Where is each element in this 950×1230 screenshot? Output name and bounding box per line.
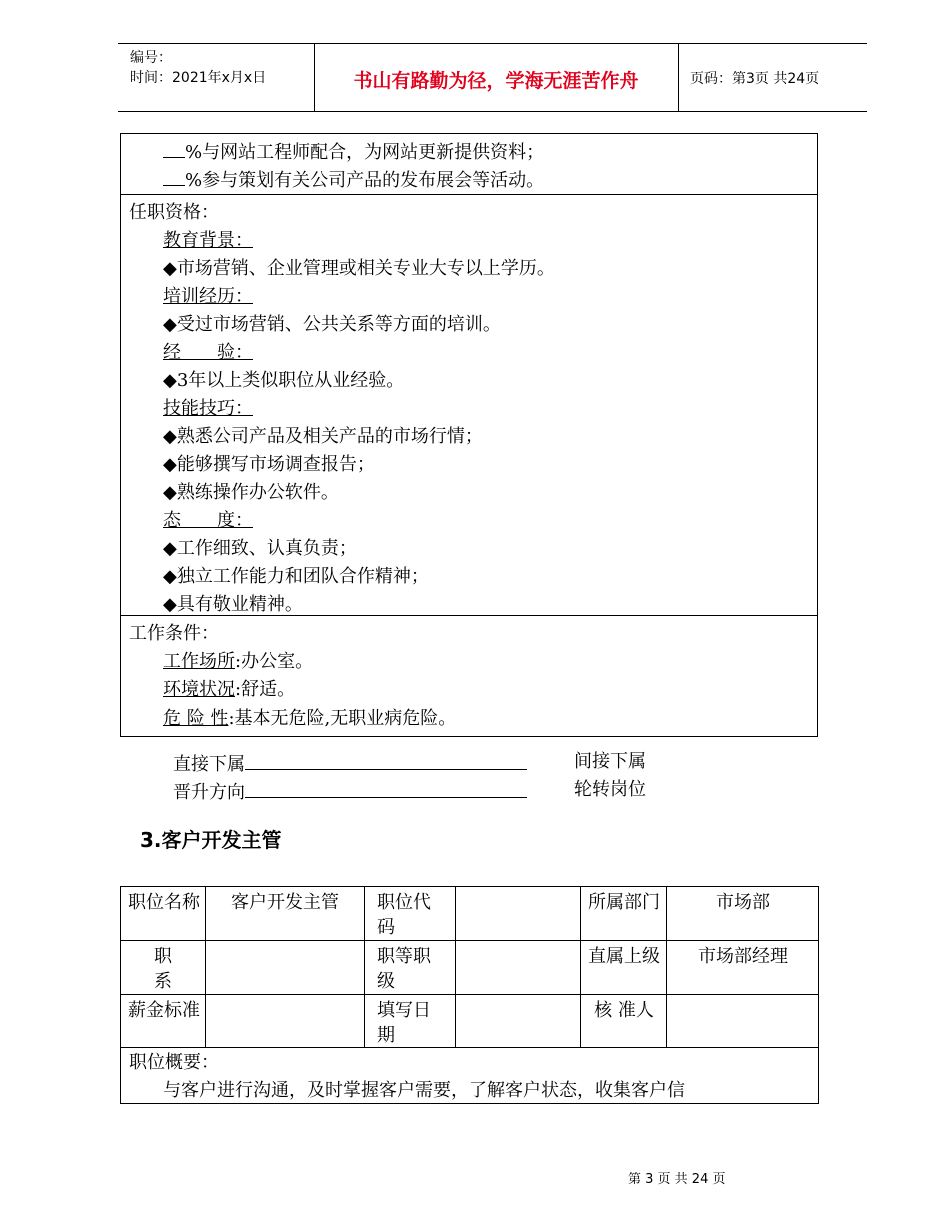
education-item: ◆市场营销、企业管理或相关专业大专以上学历。 <box>163 258 555 279</box>
skill-item: ◆熟悉公司产品及相关产品的市场行情； <box>163 426 483 447</box>
training-item: ◆受过市场营销、公共关系等方面的培训。 <box>163 314 501 335</box>
position-table <box>120 886 819 1104</box>
duty-item: %参与策划有关公司产品的发布展会等活动。 <box>163 169 544 192</box>
attitude-item: ◆具有敬业精神。 <box>163 594 303 615</box>
skill-item: ◆能够撰写市场调查报告； <box>163 454 375 475</box>
salary-standard-label: 薪金标准 <box>128 1000 200 1021</box>
approver-label: 核 准人 <box>594 1000 654 1021</box>
department-value: 市场部 <box>716 892 770 913</box>
skill-item: ◆熟练操作办公软件。 <box>163 482 339 503</box>
superior-label: 直属上级 <box>588 946 660 967</box>
qualifications-title: 任职资格： <box>129 202 219 223</box>
job-series-label: 职系 <box>154 946 172 992</box>
experience-item: ◆3年以上类似职位从业经验。 <box>163 370 405 391</box>
education-label: 教育背景： <box>163 230 253 251</box>
time-label: 时间：2021年x月x日 <box>130 70 267 86</box>
attitude-label: 态 度： <box>163 510 253 531</box>
job-description-box <box>120 133 818 737</box>
header-meta <box>130 48 266 88</box>
section-title: 3.客户开发主管 <box>140 828 282 852</box>
promotion-row: 晋升方向 <box>173 779 527 804</box>
position-name-value: 客户开发主管 <box>231 892 339 913</box>
serial-label: 编号： <box>130 50 172 66</box>
conditions-title: 工作条件： <box>129 623 219 644</box>
position-name-label: 职位名称 <box>128 892 200 913</box>
environment-row: 环境状况:舒适。 <box>163 679 296 700</box>
header-page-number: 页码：第3页 共24页 <box>690 71 820 87</box>
department-label: 所属部门 <box>588 892 660 913</box>
job-grade-label: 职等职级 <box>377 946 431 992</box>
summary-text: 与客户进行沟通，及时掌握客户需要，了解客户状态，收集客户信 <box>163 1080 685 1101</box>
skills-label: 技能技巧： <box>163 398 253 419</box>
duty-item: %与网站工程师配合，为网站更新提供资料； <box>163 141 544 164</box>
attitude-item: ◆独立工作能力和团队合作精神； <box>163 566 429 587</box>
superior-value: 市场部经理 <box>698 946 788 967</box>
page-footer: 第 3 页 共 24 页 <box>628 1172 726 1187</box>
position-code-label: 职位代码 <box>377 892 431 938</box>
attitude-item: ◆工作细致、认真负责； <box>163 538 357 559</box>
training-label: 培训经历： <box>163 286 253 307</box>
indirect-subordinate-label: 间接下属 <box>574 751 646 772</box>
summary-title: 职位概要： <box>129 1052 219 1073</box>
page-header <box>118 43 867 112</box>
direct-subordinate-row: 直接下属 <box>173 751 527 776</box>
rotation-label: 轮转岗位 <box>574 779 646 800</box>
risk-row: 危 险 性:基本无危险,无职业病危险。 <box>163 708 457 729</box>
fill-date-label: 填写日期 <box>377 1000 431 1046</box>
workplace-row: 工作场所:办公室。 <box>163 651 314 672</box>
header-motto: 书山有路勤为径，学海无涯苦作舟 <box>353 70 639 92</box>
experience-label: 经 验： <box>163 342 253 363</box>
